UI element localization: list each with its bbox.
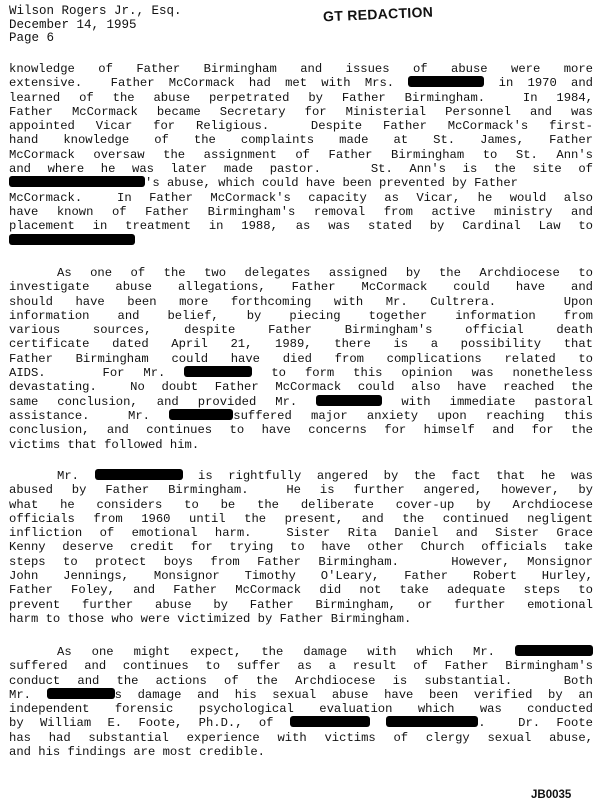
text-segment: to form this opinion was nonetheless xyxy=(271,366,593,381)
text-segment: s damage and his sexual abuse have been verified by an xyxy=(114,687,593,702)
text-line xyxy=(9,366,593,380)
text-line: various sources, despite Father Birmingham's official death xyxy=(9,323,593,338)
bates-number: JB0035 xyxy=(531,789,572,801)
text-line: learned of the abuse perpetrated by Father Birmingham. In 1984, xyxy=(9,90,593,105)
text-line xyxy=(9,176,593,190)
text-line xyxy=(9,688,593,702)
text-line: As one of the two delegates assigned by the Archdiocese to xyxy=(57,266,593,280)
text-segment: in 1970 and xyxy=(498,76,593,91)
text-line: victims that followed him. xyxy=(9,437,200,452)
text-line xyxy=(9,645,593,659)
redaction-bar xyxy=(169,409,233,420)
text-line: knowledge of Father Birmingham and issues of abuse were more xyxy=(9,62,593,76)
text-line: Father McCormack became Secretary for Ministerial Personnel and was xyxy=(9,104,593,119)
letter-date: December 14, 1995 xyxy=(9,17,137,32)
redaction-bar xyxy=(95,469,183,480)
redaction-bar xyxy=(515,645,593,656)
addressee: Wilson Rogers Jr., Esq. xyxy=(9,4,182,18)
text-line xyxy=(9,469,593,483)
text-line: McCormack. In Father McCormack's capacity as Vicar, he would also xyxy=(9,190,593,205)
redaction-bar xyxy=(47,688,115,699)
text-segment: extensive. Father McCormack had met with Mrs. xyxy=(9,76,395,91)
redaction-bar xyxy=(316,395,382,406)
text-line: John Jennings, Monsignor Timothy O'Leary, Father Robert Hurley, xyxy=(9,569,593,584)
text-line: appointed Vicar for Religious. Despite Father McCormack's first- xyxy=(9,119,593,134)
text-segment: by William E. Foote, Ph.D., of xyxy=(9,716,274,731)
text-segment: Mr. xyxy=(57,469,79,483)
text-line xyxy=(9,395,593,409)
text-line: infliction of emotional harm. Sister Rita Daniel and Sister Grace xyxy=(9,526,593,541)
text-line: and his findings are most credible. xyxy=(9,745,265,760)
text-segment: . Dr. Foote xyxy=(478,716,593,731)
text-line xyxy=(9,409,593,423)
text-line: Father Foley, and Father McCormack did not take adequate steps to xyxy=(9,583,593,598)
text-line: have known of Father Birmingham's removal from active ministry and xyxy=(9,204,593,219)
text-line xyxy=(9,234,593,248)
text-line: McCormack oversaw the assignment of Father Birmingham to St. Ann's xyxy=(9,147,593,162)
text-segment: with immediate pastoral xyxy=(401,394,594,409)
text-line: Father Birmingham could have died from complications related to xyxy=(9,351,593,366)
text-line: conclusion, and continues to have concerns for himself and for the xyxy=(9,423,593,438)
text-line: independent forensic psychological evaluation which was conducted xyxy=(9,702,593,717)
text-segment: 's abuse, which could have been prevented by Father xyxy=(145,176,518,191)
redaction-bar xyxy=(290,716,370,727)
paragraph-4 xyxy=(9,645,593,759)
text-segment: suffered major anxiety upon reaching this xyxy=(233,408,593,423)
redaction-bar xyxy=(9,176,145,187)
redaction-stamp: GT REDACTION xyxy=(322,3,434,25)
text-line: conduct and the actions of the Archdiocese is substantial. Both xyxy=(9,673,593,688)
text-line: information and belief, by piecing together information from xyxy=(9,308,593,323)
paragraph-2 xyxy=(9,266,593,452)
text-segment: assistance. Mr. xyxy=(9,408,150,423)
paragraph-3 xyxy=(9,469,593,626)
paragraph-1 xyxy=(9,62,593,248)
text-line: and where he was later made pastor. St. Ann's is the site of xyxy=(9,162,593,177)
text-line: steps to protect boys from Father Birmingham. However, Monsignor xyxy=(9,554,593,569)
redaction-bar xyxy=(9,234,135,245)
text-segment: is rightfully angered by the fact that he was xyxy=(198,469,593,483)
text-line xyxy=(9,716,593,730)
text-line: should have been more forthcoming with Mr. Cultrera. Upon xyxy=(9,294,593,309)
redaction-bar xyxy=(386,716,478,727)
text-line: placement in treatment in 1988, as was stated by Cardinal Law to xyxy=(9,219,593,234)
text-line xyxy=(9,76,593,90)
letter-header xyxy=(9,5,182,46)
text-segment: As one might expect, the damage with which Mr. xyxy=(57,645,495,659)
page-number: Page 6 xyxy=(9,31,55,45)
text-segment: same conclusion, and provided Mr. xyxy=(9,394,298,409)
text-line: investigate abuse allegations, Father McCormack could have and xyxy=(9,280,593,295)
text-segment: Mr. xyxy=(9,687,31,702)
text-line: hand knowledge of the complaints made at St. James, Father xyxy=(9,133,593,148)
text-line: suffered and continues to suffer as a result of Father Birmingham's xyxy=(9,659,593,674)
text-line: officials from 1960 until the present, and the continued negligent xyxy=(9,511,593,526)
text-line: devastating. No doubt Father McCormack could also have reached the xyxy=(9,380,593,395)
redaction-bar xyxy=(184,366,252,377)
redaction-bar xyxy=(408,76,484,87)
text-line: Kenny deserve credit for trying to have other Church officials take xyxy=(9,540,593,555)
text-line: has had substantial experience with victims of clergy sexual abuse, xyxy=(9,730,593,745)
text-line: abused by Father Birmingham. He is further angered, however, by xyxy=(9,483,593,498)
text-line: what he considers to be the deliberate cover-up by Archdiocese xyxy=(9,497,593,512)
text-line: harm to those who were victimized by Father Birmingham. xyxy=(9,611,412,626)
text-line: prevent further abuse by Father Birmingham, or further emotional xyxy=(9,597,593,612)
text-line: certificate dated April 21, 1989, there is a possibility that xyxy=(9,337,593,352)
text-segment: AIDS. For Mr. xyxy=(9,366,166,381)
